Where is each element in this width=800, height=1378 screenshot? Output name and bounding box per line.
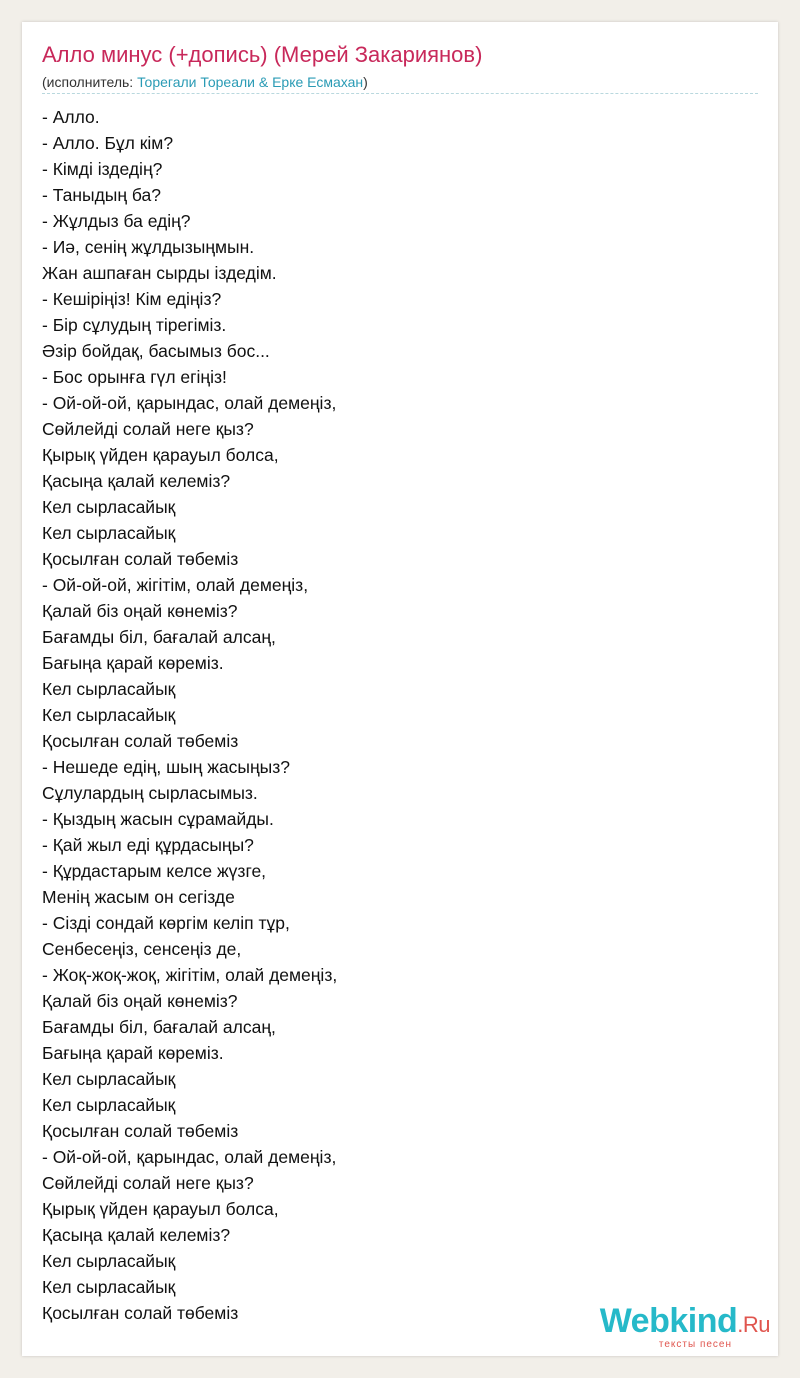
logo-wordmark xyxy=(600,1304,770,1342)
lyric-line: Кел сырласайық xyxy=(42,1095,176,1115)
lyric-line: Қалай біз оңай көнеміз? xyxy=(42,991,238,1011)
lyric-line: - Сізді сондай көргім келіп тұр, xyxy=(42,913,290,933)
lyric-line: Кел сырласайық xyxy=(42,523,176,543)
lyric-line: - Алло. Бұл кім? xyxy=(42,133,174,153)
lyric-line: Кел сырласайық xyxy=(42,705,176,725)
lyric-line: - Қай жыл еді құрдасыңы? xyxy=(42,835,254,855)
lyric-line: - Таныдың ба? xyxy=(42,185,161,205)
lyric-line: Менің жасым он сегізде xyxy=(42,887,235,907)
lyrics-text xyxy=(42,104,337,1326)
lyric-line: Сұлулардың сырласымыз. xyxy=(42,783,258,803)
lyric-line: Қырық үйден қарауыл болса, xyxy=(42,1199,279,1219)
lyric-line: - Бос орынға гүл егіңіз! xyxy=(42,367,227,387)
lyric-line: - Кешіріңіз! Кім едіңіз? xyxy=(42,289,222,309)
lyric-line: Бағыңа қарай көреміз. xyxy=(42,1043,224,1063)
lyric-line: Қырық үйден қарауыл болса, xyxy=(42,445,279,465)
lyric-line: Қосылған солай төбеміз xyxy=(42,1121,239,1141)
lyric-line: Сенбесеңіз, сенсеңіз де, xyxy=(42,939,242,959)
lyric-line: - Жоқ-жоқ-жоқ, жігітім, олай демеңіз, xyxy=(42,965,338,985)
lyric-line: Сөйлейді солай неге қыз? xyxy=(42,1173,254,1193)
lyric-line: Қосылған солай төбеміз xyxy=(42,549,239,569)
logo-name: Webkind xyxy=(599,1302,738,1340)
lyric-line: - Нешеде едің, шың жасыңыз? xyxy=(42,757,290,777)
lyric-line: Бағыңа қарай көреміз. xyxy=(42,653,224,673)
lyric-line: Қасыңа қалай келеміз? xyxy=(42,471,231,491)
lyric-line: - Жұлдыз ба едің? xyxy=(42,211,191,231)
lyric-line: - Ой-ой-ой, жігітім, олай демеңіз, xyxy=(42,575,309,595)
lyric-line: - Бір сұлудың тірегіміз. xyxy=(42,315,227,335)
lyric-line: - Иә, сенің жұлдызыңмын. xyxy=(42,237,255,257)
lyric-line: - Ой-ой-ой, қарындас, олай демеңіз, xyxy=(42,393,337,413)
lyric-line: - Құрдастарым келсе жүзге, xyxy=(42,861,267,881)
lyric-line: Қосылған солай төбеміз xyxy=(42,731,239,751)
lyric-line: Кел сырласайық xyxy=(42,1069,176,1089)
lyric-line: Бағамды біл, бағалай алсаң, xyxy=(42,1017,276,1037)
lyric-line: Қосылған солай төбеміз xyxy=(42,1303,239,1323)
site-logo[interactable] xyxy=(600,1304,770,1350)
lyric-line: Қалай біз оңай көнеміз? xyxy=(42,601,238,621)
artist-link[interactable]: Торегали Тореали & Ерке Есмахан xyxy=(137,74,364,90)
lyric-line: Кел сырласайық xyxy=(42,497,176,517)
lyric-line: Әзір бойдақ, басымыз бос... xyxy=(42,341,270,361)
lyrics-page xyxy=(22,22,778,1356)
lyric-line: Кел сырласайық xyxy=(42,679,176,699)
artist-prefix: (исполнитель: xyxy=(42,74,138,90)
lyric-line: Кел сырласайық xyxy=(42,1251,176,1271)
lyric-line: Бағамды біл, бағалай алсаң, xyxy=(42,627,276,647)
lyric-line: - Ой-ой-ой, қарындас, олай демеңіз, xyxy=(42,1147,337,1167)
artist-suffix: ) xyxy=(363,74,368,90)
logo-tld: .Ru xyxy=(737,1312,770,1337)
logo-tagline: тексты песен xyxy=(658,1339,732,1350)
lyric-line: - Қыздың жасын сұрамайды. xyxy=(42,809,274,829)
title-divider xyxy=(42,93,758,94)
artist-line xyxy=(42,74,368,90)
lyric-line: Жан ашпаған сырды іздедім. xyxy=(42,263,277,283)
lyric-line: - Кімді іздедің? xyxy=(42,159,163,179)
lyric-line: Қасыңа қалай келеміз? xyxy=(42,1225,231,1245)
lyric-line: Сөйлейді солай неге қыз? xyxy=(42,419,254,439)
lyric-line: - Алло. xyxy=(42,107,100,127)
lyric-line: Кел сырласайық xyxy=(42,1277,176,1297)
page-title: Алло минус (+допись) (Мерей Закариянов) xyxy=(42,42,483,67)
